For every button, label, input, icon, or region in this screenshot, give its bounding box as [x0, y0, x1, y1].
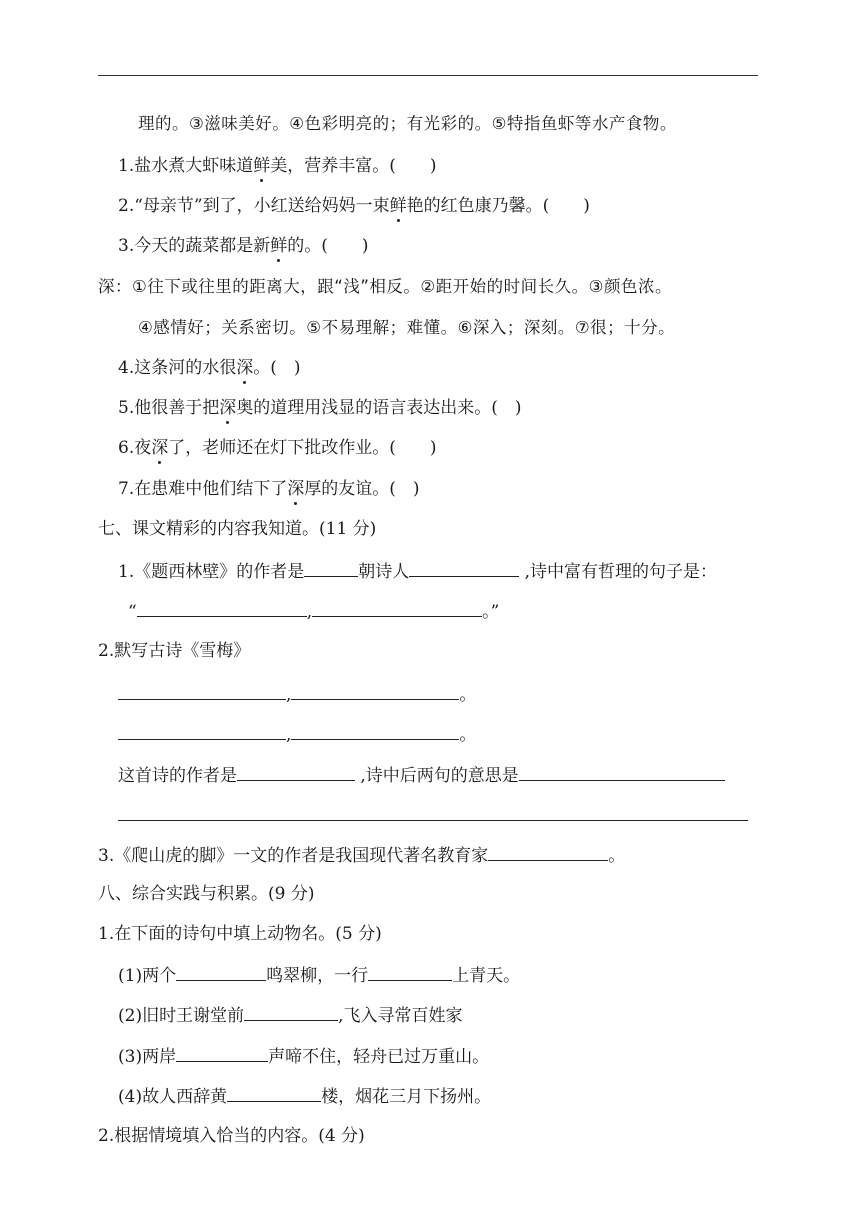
question-text: ,诗中富有哲理的句子是：: [519, 562, 718, 582]
question-1: [118, 155, 437, 177]
answer-blank[interactable]: [312, 599, 482, 617]
answer-blank[interactable]: [237, 763, 355, 781]
question-text: 1.《题西林壁》的作者是: [118, 562, 305, 582]
answer-blank[interactable]: [291, 722, 459, 740]
question-text: 这首诗的作者是: [118, 766, 237, 786]
section-7-question-3: [98, 843, 625, 867]
answer-blank[interactable]: [368, 963, 452, 981]
poem-text: 声啼不住，轻舟已过万重山。: [268, 1047, 490, 1067]
poem-text: (3)两岸: [118, 1047, 177, 1067]
question-text: 4.这条河的水很: [118, 358, 237, 378]
question-6: [118, 437, 437, 459]
answer-blank[interactable]: [118, 682, 286, 700]
poem-line-1: [118, 682, 476, 706]
question-answer-slot[interactable]: 艳的红色康乃馨。( ): [406, 196, 590, 216]
poem-text: 楼，烟花三月下扬州。: [321, 1087, 492, 1107]
question-3: [118, 235, 369, 257]
question-text: 1.盐水煮大虾味道: [118, 156, 254, 176]
answer-blank[interactable]: [176, 963, 266, 981]
question-answer-slot[interactable]: 了，老师还在灯下批改作业。( ): [168, 438, 437, 458]
quote-open: “: [128, 602, 137, 622]
answer-blank[interactable]: [304, 559, 358, 577]
poem-text: ,飞入寻常百姓家: [338, 1006, 463, 1026]
poem-fill-4: [118, 1084, 491, 1108]
section-8-heading: 八、综合实践与积累。(9 分): [98, 884, 315, 904]
header-rule: [98, 75, 758, 76]
section-7-question-1-quote: [128, 599, 499, 623]
poem-text: (2)旧时王谢堂前: [118, 1006, 245, 1026]
poem-fill-1: [118, 963, 520, 987]
question-answer-slot[interactable]: 厚的友谊。( ): [304, 479, 420, 499]
question-answer-slot[interactable]: 的。( ): [287, 236, 369, 256]
question-text: ,诗中后两句的意思是: [355, 766, 519, 786]
definition-continued: 理的。③滋味美好。④色彩明亮的；有光彩的。⑤特指鱼虾等水产食物。: [138, 114, 677, 133]
answer-line[interactable]: [118, 820, 748, 821]
answer-blank[interactable]: [176, 1044, 268, 1062]
section-7-question-2: 2.默写古诗《雪梅》: [98, 641, 251, 661]
dotted-char: 鲜: [270, 236, 288, 256]
section-7-question-1: [118, 559, 717, 583]
period: 。: [608, 846, 626, 866]
definition-shen: 深：①往下或往里的距离大，跟“浅”相反。②距开始的时间长久。③颜色浓。: [98, 277, 672, 296]
question-text: 7.在患难中他们结下了: [118, 479, 288, 499]
question-text: 朝诗人: [358, 562, 410, 582]
dotted-char: 深: [236, 358, 254, 378]
poem-line-2: [118, 722, 476, 746]
answer-blank[interactable]: [409, 559, 519, 577]
question-5: [118, 397, 522, 419]
answer-blank[interactable]: [227, 1084, 321, 1102]
poem-text: (4)故人西辞黄: [118, 1087, 228, 1107]
poem-fill-3: [118, 1044, 489, 1068]
dotted-char: 深: [287, 479, 305, 499]
poem-fill-2: [118, 1003, 463, 1027]
answer-blank[interactable]: [244, 1003, 338, 1021]
answer-blank[interactable]: [519, 763, 725, 781]
poem-text: 鸣翠柳，一行: [266, 966, 369, 986]
poem-text: (1)两个: [118, 966, 177, 986]
comma: ,: [286, 685, 292, 705]
dotted-char: 深: [151, 438, 169, 458]
question-text: 2.“母亲节”到了，小红送给妈妈一束: [118, 196, 390, 216]
section-8-question-1: 1.在下面的诗句中填上动物名。(5 分): [98, 924, 382, 944]
answer-blank[interactable]: [137, 599, 307, 617]
dotted-char: 鲜: [389, 196, 407, 216]
dotted-char: 深: [219, 398, 237, 418]
section-8-question-2: 2.根据情境填入恰当的内容。(4 分): [98, 1126, 365, 1146]
dotted-char: 鲜: [253, 156, 271, 176]
question-text: 6.夜: [118, 438, 152, 458]
section-7-heading: 七、课文精彩的内容我知道。(11 分): [98, 519, 377, 539]
section-7-question-2-author: [118, 763, 725, 787]
question-4: [118, 357, 301, 379]
question-answer-slot[interactable]: 。( ): [253, 358, 301, 378]
period: 。: [459, 685, 477, 705]
question-text: 3.今天的蔬菜都是新: [118, 236, 271, 256]
question-answer-slot[interactable]: 奥的道理用浅显的语言表达出来。( ): [236, 398, 522, 418]
quote-close: 。”: [482, 602, 500, 622]
question-text: 5.他很善于把: [118, 398, 220, 418]
comma: ,: [306, 602, 313, 622]
question-2: [118, 195, 590, 217]
definition-shen-continued: ④感情好；关系密切。⑤不易理解；难懂。⑥深入；深刻。⑦很；十分。: [138, 318, 676, 337]
poem-text: 上青天。: [452, 966, 521, 986]
period: 。: [459, 725, 477, 745]
answer-blank[interactable]: [291, 682, 459, 700]
comma: ,: [286, 725, 292, 745]
question-answer-slot[interactable]: 美，营养丰富。( ): [270, 156, 437, 176]
question-7: [118, 478, 420, 500]
answer-blank[interactable]: [118, 722, 286, 740]
question-text: 3.《爬山虎的脚》一文的作者是我国现代著名教育家: [98, 846, 489, 866]
answer-blank[interactable]: [488, 843, 608, 861]
